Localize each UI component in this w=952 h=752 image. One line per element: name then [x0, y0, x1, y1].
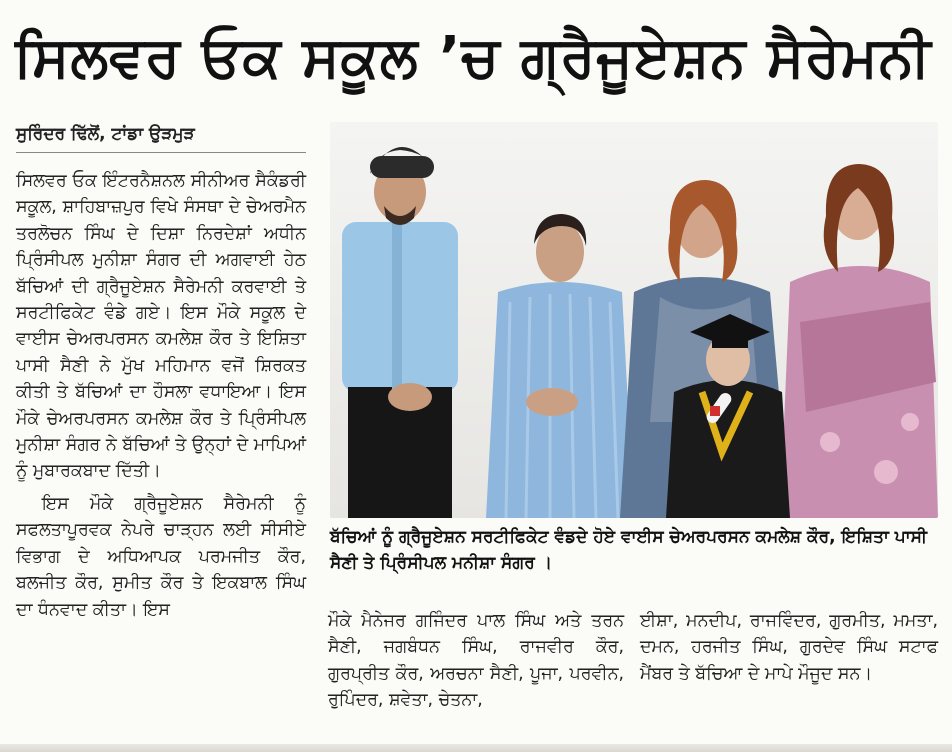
byline: ਸੁਰਿੰਦਰ ਢਿੱਲੋਂ, ਟਾਂਡਾ ਉੜਮੁੜ	[16, 124, 195, 144]
article-paragraph-2: ਇਸ ਮੌਕੇ ਗ੍ਰੈਜੂਏਸ਼ਨ ਸੈਰੇਮਨੀ ਨੂੰ ਸਫਲਤਾਪੂਰਵਕ ਨੇਪਰੇ ਚਾੜ੍ਹਨ ਲਈ ਸੀਸੀਏ ਵਿਭਾਗ ਦੇ ਅਧਿਆਪਕ ਪਰਮਜੀਤ ਕੌਰ, ਬਲਜੀਤ ਕੌਰ, ਸੁਮੀਤ ਕੌਰ ਤੇ ਇਕਬਾਲ ਸਿੰਘ ਦਾ ਧੰਨਵਾਦ ਕੀਤਾ। ਇਸ	[16, 493, 306, 620]
article-column-3	[640, 608, 938, 693]
article-paragraph-4: ਈਸ਼ਾ, ਮਨਦੀਪ, ਰਾਜਵਿੰਦਰ, ਗੁਰਮੀਤ, ਮਮਤਾ, ਦਮਨ, ਹਰਜੀਤ ਸਿੰਘ, ਗੁਰਦੇਵ ਸਿੰਘ ਸਟਾਫ ਮੈਂਬਰ ਤੇ ਬੱਚਿਆ ਦੇ ਮਾਪੇ ਮੌਜੂਦ ਸਨ।	[640, 611, 938, 684]
headline: ਸਿਲਵਰ ਓਕ ਸਕੂਲ ’ਚ ਗ੍ਰੈਜੂਏਸ਼ਨ ਸੈਰੇਮਨੀ	[14, 25, 932, 90]
byline-divider	[16, 152, 306, 153]
article-column-2	[328, 608, 624, 720]
article-paragraph-1: ਸਿਲਵਰ ਓਕ ਇੰਟਰਨੈਸ਼ਨਲ ਸੀਨੀਅਰ ਸੈਕੰਡਰੀ ਸਕੂਲ, ਸ਼ਾਹਿਬਾਜ਼ਪੁਰ ਵਿਖੇ ਸੰਸਥਾ ਦੇ ਚੇਅਰਮੈਨ ਤਰਲੋਚਨ ਸਿੰਘ ਦੇ ਦਿਸ਼ਾ ਨਿਰਦੇਸ਼ਾਂ ਅਧੀਨ ਪ੍ਰਿੰਸੀਪਲ ਮੁਨੀਸ਼ਾ ਸੰਗਰ ਦੀ ਅਗਵਾਈ ਹੇਠ ਬੱਚਿਆਂ ਦੀ ਗ੍ਰੈਜੂਏਸ਼ਨ ਸੈਰੇਮਨੀ ਕਰਵਾਈ ਤੇ ਸਰਟੀਫਿਕੇਟ ਵੰਡੇ ਗਏ। ਇਸ ਮੌਕੇ ਸਕੂਲ ਦੇ ਵਾਈਸ ਚੇਅਰਪਰਸਨ ਕਮਲੇਸ਼ ਕੌਰ ਤੇ ਇਸ਼ਿਤਾ ਪਾਸੀ ਸੈਣੀ ਨੇ ਮੁੱਖ ਮਹਿਮਾਨ ਵਜੋਂ ਸ਼ਿਰਕਤ ਕੀਤੀ ਤੇ ਬੱਚਿਆਂ ਦਾ ਹੌਸਲਾ ਵਧਾਇਆ। ਇਸ ਮੌਕੇ ਚੇਅਰਪਰਸਨ ਕਮਲੇਸ਼ ਕੌਰ ਤੇ ਪ੍ਰਿੰਸੀਪਲ ਮੁਨੀਸ਼ਾ ਸੰਗਰ ਨੇ ਬੱਚਿਆਂ ਤੇ ਉਨ੍ਹਾਂ ਦੇ ਮਾਪਿਆਂ ਨੂੰ ਮੁਬਾਰਕਬਾਦ ਦਿੱਤੀ।	[16, 171, 306, 482]
article-column-1	[16, 168, 306, 629]
photo-caption: ਬੱਚਿਆਂ ਨੂੰ ਗ੍ਰੈਜੂਏਸ਼ਨ ਸਰਟੀਫਿਕੇਟ ਵੰਡਦੇ ਹੋਏ ਵਾਈਸ ਚੇਅਰਪਰਸਨ ਕਮਲੇਸ਼ ਕੌਰ, ਇਸ਼ਿਤਾ ਪਾਸੀ ਸੈਣੀ ਤੇ ਪ੍ਰਿੰਸੀਪਲ ਮਨੀਸ਼ਾ ਸੰਗਰ ।	[330, 527, 928, 573]
graduation-photo-illustration	[330, 122, 938, 518]
article-paragraph-3: ਮੌਕੇ ਮੈਨੇਜਰ ਗਜਿੰਦਰ ਪਾਲ ਸਿੰਘ ਅਤੇ ਤਰਨ ਸੈਣੀ, ਜਗਬੰਧਨ ਸਿੰਘ, ਰਾਜਵੀਰ ਕੌਰ, ਗੁਰਪ੍ਰੀਤ ਕੌਰ, ਅਰਚਨਾ ਸੈਣੀ, ਪੂਜਾ, ਪਰਵੀਨ, ਰੁਪਿੰਦਰ, ਸ਼ਵੇਤਾ, ਚੇਤਨਾ,	[328, 611, 624, 711]
news-photo	[330, 122, 938, 518]
page-fold-edge	[0, 744, 952, 752]
